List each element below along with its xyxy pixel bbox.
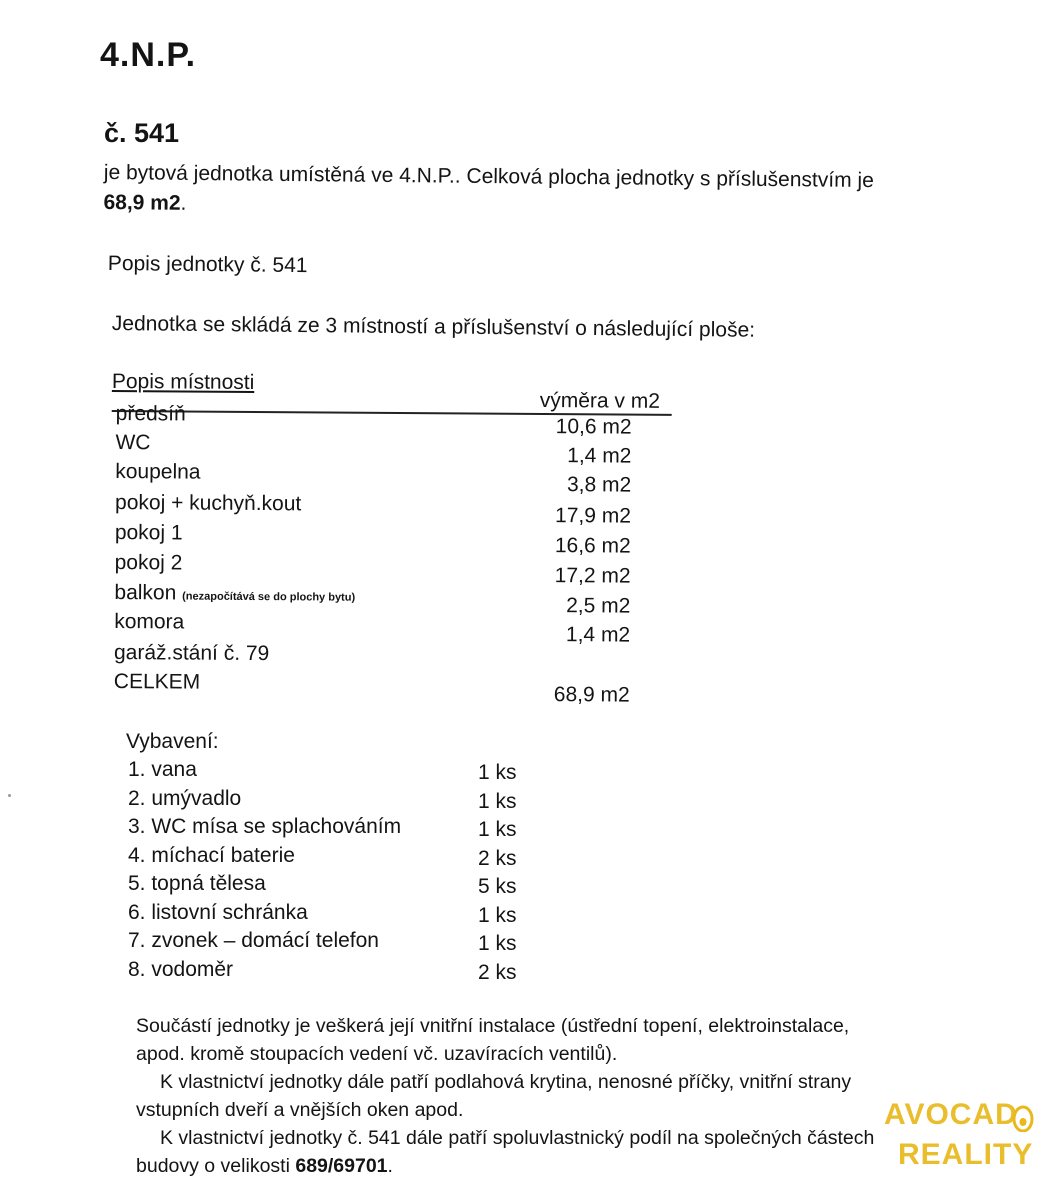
intro-period: . [180, 191, 187, 215]
unit-description-title: Popis jednotky č. 541 [107, 252, 308, 278]
floor-heading: 4.N.P. [100, 36, 197, 74]
room-row [112, 402, 632, 439]
room-area: 16,6 m2 [554, 534, 631, 558]
unit-composition-text: Jednotka se skládá ze 3 místností a příslušenství o následující ploše: [111, 312, 756, 342]
avocado-leaf-icon [1012, 1104, 1034, 1132]
room-name: WC [115, 431, 151, 455]
room-row [111, 521, 631, 558]
room-total-label: CELKEM [113, 670, 201, 694]
room-name: koupelna [115, 460, 201, 484]
intro-total-area: 68,9 m2 [103, 190, 181, 215]
unit-number-heading: č. 541 [104, 118, 180, 148]
avocado-reality-watermark [878, 1098, 1048, 1178]
room-area: 3,8 m2 [566, 473, 632, 497]
equipment-name: 1. vana [128, 758, 197, 781]
room-name: pokoj 1 [114, 521, 183, 545]
closing-line [136, 1152, 874, 1180]
watermark-line-1: AVOCAD [884, 1098, 1018, 1131]
rooms-header-area: výměra v m2 [539, 388, 661, 413]
room-name [114, 581, 355, 607]
room-area: 17,2 m2 [554, 564, 631, 588]
room-area: 17,9 m2 [555, 504, 632, 528]
equipment-name: 3. WC mísa se splachováním [128, 815, 402, 838]
room-name-text: balkon [114, 581, 177, 605]
equipment-name: 7. zvonek – domácí telefon [128, 929, 379, 952]
closing-line: Součástí jednotky je veškerá její vnitřní instalace (ústřední topení, elektroinstalace, [136, 1015, 850, 1037]
equipment-name: 2. umývadlo [128, 786, 242, 810]
equipment-qty: 1 ks [478, 932, 517, 955]
equipment-item [126, 958, 546, 987]
equipment-qty: 2 ks [478, 846, 517, 870]
equipment-item [126, 758, 546, 787]
rooms-table [110, 370, 692, 714]
equipment-name: 6. listovní schránka [128, 900, 308, 924]
closing-paragraphs [136, 1012, 874, 1180]
equipment-name: 4. míchací baterie [128, 843, 295, 867]
equipment-item [126, 815, 546, 844]
co-ownership-share: 689/69701 [295, 1155, 388, 1177]
closing-line: K vlastnictví jednotky dále patří podlahová krytina, nenosné příčky, vnitřní strany [160, 1071, 852, 1093]
room-name: předsíň [115, 402, 186, 426]
room-name: pokoj 2 [114, 551, 183, 575]
room-row [111, 491, 632, 528]
room-row [111, 431, 632, 468]
watermark-line-2: REALITY [898, 1138, 1034, 1171]
room-row [111, 551, 631, 588]
room-row [110, 610, 631, 647]
unit-intro [103, 158, 874, 226]
closing-line: apod. kromě stoupacích vedení vč. uzavíracích ventilů). [136, 1043, 618, 1065]
equipment-name: 5. topná tělesa [128, 872, 266, 895]
equipment-item [126, 929, 546, 958]
room-total-area: 68,9 m2 [553, 683, 630, 707]
intro-line: je bytová jednotka umístěná ve 4.N.P.. Celková plocha jednotky s příslušenstvím je [103, 160, 874, 193]
equipment-qty: 5 ks [478, 875, 517, 898]
room-name: komora [114, 610, 185, 634]
closing-share-prefix: budovy o velikosti [136, 1155, 296, 1177]
equipment-list [126, 758, 546, 986]
equipment-name: 8. vodoměr [128, 957, 234, 981]
equipment-item [126, 901, 546, 930]
room-row [111, 460, 632, 497]
room-total-row [110, 670, 630, 707]
room-note: (nezapočítává se do plochy bytu) [182, 590, 356, 604]
scan-speck [8, 794, 11, 797]
closing-period: . [387, 1155, 393, 1177]
room-area: 1,4 m2 [567, 444, 632, 468]
closing-line: vstupních dveří a vnějších oken apod. [136, 1099, 464, 1121]
room-area: 1,4 m2 [565, 623, 631, 647]
equipment-title: Vybavení: [126, 730, 219, 753]
equipment-qty: 1 ks [478, 761, 517, 784]
room-row [110, 581, 631, 618]
room-area: 10,6 m2 [555, 415, 632, 439]
equipment-qty: 1 ks [478, 903, 517, 927]
equipment-item [126, 844, 546, 873]
equipment-qty: 2 ks [478, 960, 517, 984]
rooms-header-name: Popis místnosti [111, 370, 255, 394]
equipment-qty: 1 ks [478, 789, 517, 813]
room-name: garáž.stání č. 79 [113, 641, 270, 666]
room-name: pokoj + kuchyň.kout [114, 491, 302, 516]
equipment-qty: 1 ks [478, 818, 517, 841]
room-area [510, 654, 630, 655]
room-row [110, 641, 630, 674]
equipment-item [126, 787, 546, 816]
equipment-item [126, 872, 546, 901]
closing-line: K vlastnictví jednotky č. 541 dále patří spoluvlastnický podíl na společných částech [160, 1127, 875, 1149]
room-area: 2,5 m2 [566, 594, 631, 618]
